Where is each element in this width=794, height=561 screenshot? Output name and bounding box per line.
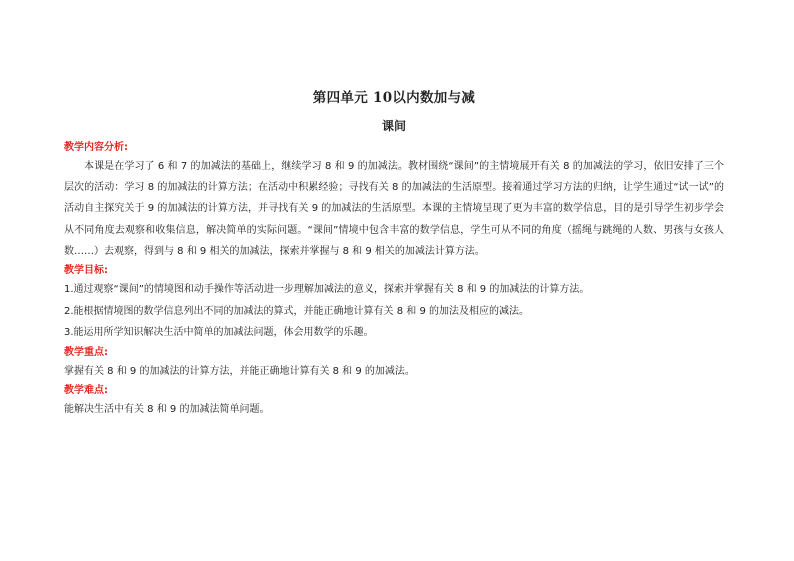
goal-item-1: 1.通过观察“课间”的情境图和动手操作等活动进一步理解加减法的意义，探索并掌握有关 8 和 9 的加减法的计算方法。 — [64, 284, 590, 296]
analysis-paragraph: 本课是在学习了 6 和 7 的加减法的基础上，继续学习 8 和 9 的加减法。教材围绕“课间”的主情境展开有关 8 的加减法的学习，依旧安排了三个层次的活动：学习 8 的加减法的计算方法；在活动中积累经验；寻找有关 8 的加减法的生活原型。接着通过学习方法的归纳，让学生通过“试一试”的活动自主探究关于 9 的加减法的计算方法，并寻找有关 9 的加减法的生活原型。本课的主情境呈现了更为丰富的数学信息，目的是引导学生初步学会从不同角度去观察和收集信息，解决简单的实际问题。“课间”情境中包含丰富的数学信息，学生可从不同的角度（摇绳与跳绳的人数、男孩与女孩人数……）去观察，得到与 8 和 9 相关的加减法，探索并掌握与 8 和 9 相关的加减法计算方法。 — [64, 161, 724, 257]
key-points-text: 掌握有关 8 和 9 的加减法的计算方法，并能正确地计算有关 8 和 9 的加减法。 — [64, 365, 415, 377]
document-title: 第四单元 10以内数加与减 — [312, 90, 476, 106]
analysis-heading: 教学内容分析: — [64, 142, 128, 153]
section-analysis — [64, 139, 724, 262]
goal-item-3: 3.能运用所学知识解决生活中简单的加减法问题，体会用数学的乐趣。 — [64, 327, 374, 339]
section-difficulties — [64, 382, 724, 421]
lesson-title: 课间 — [381, 119, 406, 133]
goal-item-2: 2.能根据情境图的数学信息列出不同的加减法的算式，并能正确地计算有关 8 和 9 的加法及相应的减法。 — [64, 305, 529, 317]
key-points-heading: 教学重点: — [64, 346, 108, 358]
section-goals — [64, 262, 724, 344]
document-page — [64, 88, 724, 421]
goals-heading: 教学目标: — [64, 265, 108, 277]
difficulties-heading: 教学难点: — [64, 385, 108, 397]
difficulties-text: 能解决生活中有关 8 和 9 的加减法简单问题。 — [64, 404, 270, 416]
section-key-points — [64, 344, 724, 383]
